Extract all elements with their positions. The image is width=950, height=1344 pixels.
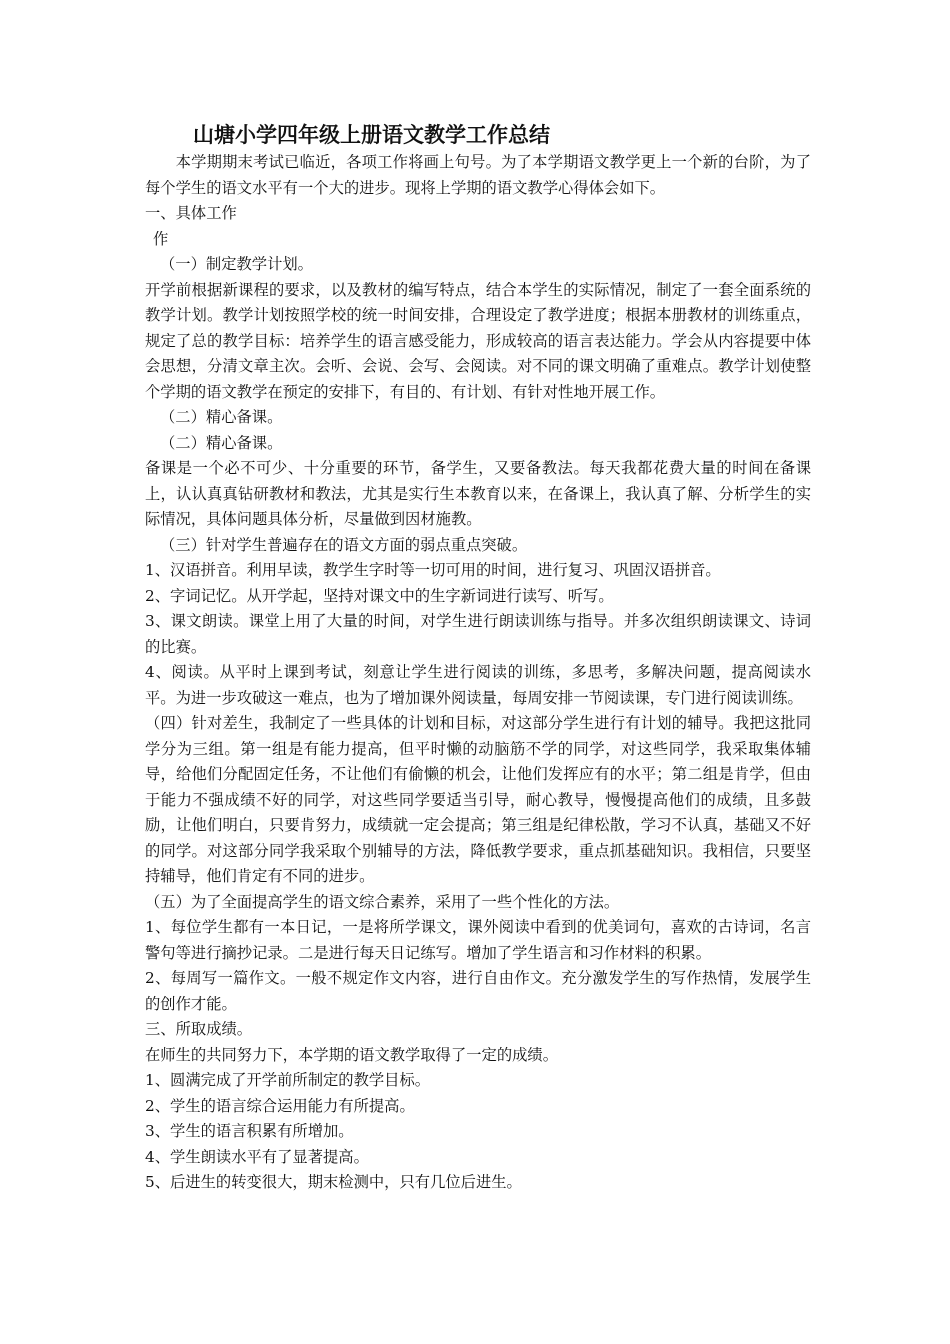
stray-text: 作 (153, 229, 169, 248)
paragraph-plan: 开学前根据新课程的要求，以及教材的编写特点，结合本学生的实际情况，制定了一套全面系统的教学计划。教学计划按照学校的统一时间安排，合理设定了教学进度；根据本册教材的训练重点，规定了总的教学目标：培养学生的语言感受能力，形成较高的语言表达能力。学会从内容提要中体会思想，分清文章主次。会听、会说、会写、会阅读。对不同的课文明确了重难点。教学计划使整个学期的语文教学在预定的安排下，有目的、有计划、有针对性地开展工作。 (145, 280, 811, 401)
section-heading-work: 一、具体工作 (145, 204, 237, 222)
subheading-prepare: （二）精心备课。 (160, 408, 283, 426)
list-item-result-4: 4、学生朗读水平有了显著提高。 (145, 1147, 369, 1166)
paragraph-prepare: 备课是一个必不可少、十分重要的环节，备学生，又要备教法。每天我都花费大量的时间在备课上，认认真真钻研教材和教法，尤其是实行生本教育以来，在备课上，我认真了解、分析学生的实际情况，具体问题具体分析，尽量做到因材施教。 (145, 459, 811, 528)
list-item-words: 2、字词记忆。从开学起，坚持对课文中的生字新词进行读写、听写。 (145, 586, 614, 605)
subheading-methods: （五）为了全面提高学生的语文综合素养，采用了一些个性化的方法。 (145, 892, 620, 911)
section-heading-results: 三、所取成绩。 (145, 1020, 253, 1038)
list-item-result-5: 5、后进生的转变很大，期末检测中，只有几位后进生。 (145, 1173, 522, 1191)
list-item-result-3: 3、学生的语言积累有所增加。 (145, 1122, 354, 1140)
paragraph-results: 在师生的共同努力下，本学期的语文教学取得了一定的成绩。 (145, 1045, 559, 1064)
document-page (145, 120, 811, 1196)
list-item-composition: 2、每周写一篇作文。一般不规定作文内容，进行自由作文。充分激发学生的写作热情，发展学生的创作才能。 (145, 969, 811, 1013)
list-item-result-1: 1、圆满完成了开学前所制定的教学目标。 (145, 1071, 431, 1089)
intro-paragraph: 本学期期末考试已临近，各项工作将画上句号。为了本学期语文教学更上一个新的台阶，为了每个学生的语文水平有一个大的进步。现将上学期的语文教学心得体会如下。 (145, 153, 811, 197)
list-item-pinyin: 1、汉语拼音。利用早读，教学生字时等一切可用的时间，进行复习、巩固汉语拼音。 (145, 561, 721, 579)
list-item-result-2: 2、学生的语言综合运用能力有所提高。 (145, 1096, 415, 1115)
subheading-prepare-repeat: （二）精心备课。 (160, 433, 283, 452)
list-item-diary: 1、每位学生都有一本日记，一是将所学课文，课外阅读中看到的优美词句，喜欢的古诗词，名言警句等进行摘抄记录。二是进行每天日记练写。增加了学生语言和习作材料的积累。 (145, 918, 811, 962)
document-title: 山塘小学四年级上册语文教学工作总结 (193, 123, 550, 147)
subheading-weakness: （三）针对学生普遍存在的语文方面的弱点重点突破。 (160, 535, 528, 554)
subheading-plan: （一）制定教学计划。 (160, 255, 313, 273)
list-item-reading: 4、阅读。从平时上课到考试，刻意让学生进行阅读的训练，多思考，多解决问题，提高阅读水平。为进一步攻破这一难点，也为了增加课外阅读量，每周安排一节阅读课，专门进行阅读训练。 (145, 663, 811, 707)
list-item-reading-aloud: 3、课文朗读。课堂上用了大量的时间，对学生进行朗读训练与指导。并多次组织朗读课文、诗词的比赛。 (145, 612, 811, 656)
paragraph-weak-students: （四）针对差生，我制定了一些具体的计划和目标，对这部分学生进行有计划的辅导。我把这批同学分为三组。第一组是有能力提高，但平时懒的动脑筋不学的同学，对这些同学，我采取集体辅导，给他们分配固定任务，不让他们有偷懒的机会，让他们发挥应有的水平；第二组是肯学，但由于能力不强成绩不好的同学，对这些同学要适当引导，耐心教导，慢慢提高他们的成绩，且多鼓励，让他们明白，只要肯努力，成绩就一定会提高；第三组是纪律松散，学习不认真，基础又不好的同学。对这部分同学我采取个别辅导的方法，降低教学要求，重点抓基础知识。我相信，只要坚持辅导，他们肯定有不同的进步。 (145, 714, 811, 885)
